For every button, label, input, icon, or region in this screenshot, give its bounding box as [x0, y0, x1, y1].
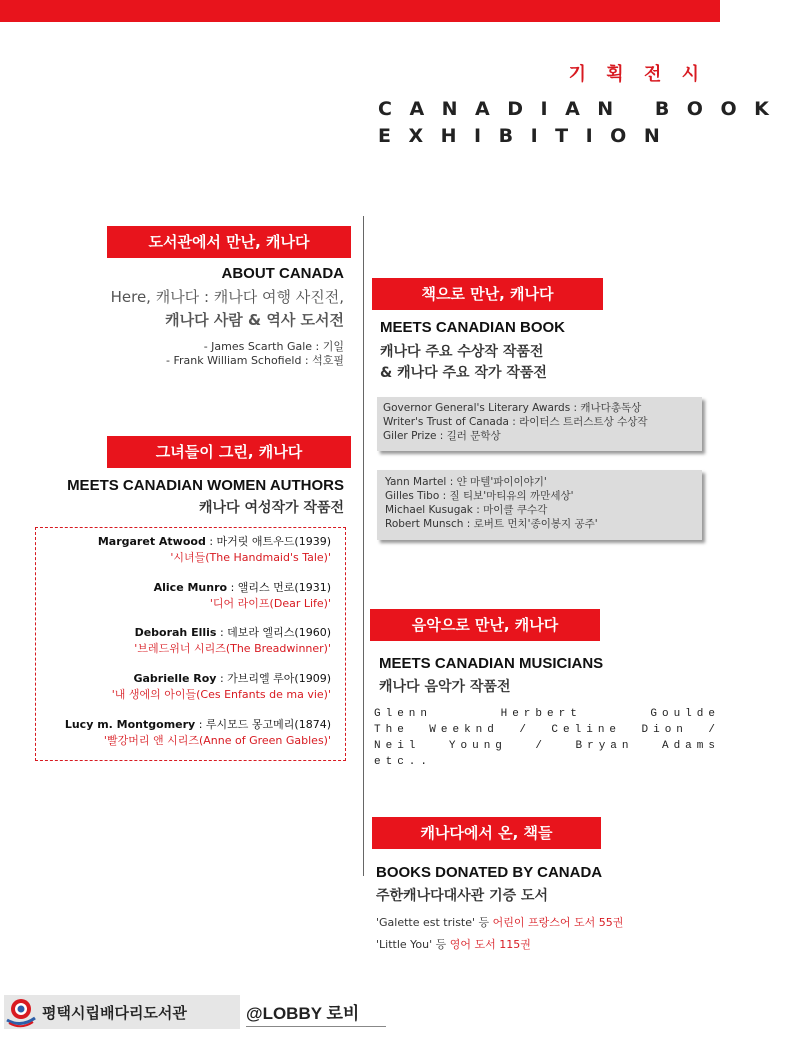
books-heading: MEETS CANADIAN BOOK — [380, 319, 566, 336]
section-label-about: 도서관에서 만난, 캐나다 — [107, 226, 351, 258]
author-korean: : 데보라 엘리스(1960) — [216, 626, 331, 639]
women-subheading: 캐나다 여성작가 작품전 — [199, 500, 344, 516]
donated-heading: BOOKS DONATED BY CANADA — [376, 864, 603, 881]
award-item: Governor General's Literary Awards : 캐나다총독상 — [383, 402, 642, 414]
donated-line-1 — [376, 914, 623, 930]
music-heading: MEETS CANADIAN MUSICIANS — [379, 655, 604, 672]
title-line-2: EXHIBITION — [378, 125, 678, 147]
about-line-1: Here, 캐나다 : 캐나다 여행 사진전, — [110, 288, 344, 306]
about-credit-2: - Frank William Schofield : 석호필 — [166, 354, 344, 367]
awards-box — [377, 397, 702, 451]
about-line-2: 캐나다 사람 & 역사 도서전 — [165, 311, 344, 329]
musician-line: Glenn Herbert Goulde — [374, 708, 720, 720]
donated-line-2-count: 영어 도서 115권 — [449, 938, 531, 951]
section-label-women: 그녀들이 그린, 캐나다 — [107, 436, 351, 468]
donated-line-1-count: 어린이 프랑스어 도서 55권 — [492, 916, 624, 929]
author-book: '브레드위너 시리즈(The Breadwinner)' — [134, 642, 331, 655]
library-emblem-icon — [4, 996, 38, 1028]
books-subheading-1: 캐나다 주요 수상작 작품전 — [380, 344, 544, 360]
donated-line-2 — [376, 936, 531, 952]
author-korean: : 마거릿 애트우드(1939) — [205, 535, 331, 548]
author-name: Alice Munro — [153, 581, 228, 594]
author-name: Lucy m. Montgomery — [64, 718, 196, 731]
library-name: 평택시립배다리도서관 — [42, 1003, 187, 1022]
author-book: '시녀들(The Handmaid's Tale)' — [170, 551, 331, 564]
author-korean: : 앨리스 먼로(1931) — [227, 581, 331, 594]
writer-item: Gilles Tibo : 질 티보'마티유의 까만세상' — [385, 490, 574, 502]
women-heading: MEETS CANADIAN WOMEN AUTHORS — [67, 477, 344, 494]
author-book: '디어 라이프(Dear Life)' — [209, 597, 331, 610]
author-korean: : 루시모드 몽고메리(1874) — [195, 718, 331, 731]
writer-item: Michael Kusugak : 마이클 쿠수각 — [385, 504, 548, 516]
donated-line-1-title: 'Galette est triste' 등 — [376, 916, 493, 929]
musician-line: Neil Young / Bryan Adams etc.. — [374, 740, 720, 768]
writer-item: Robert Munsch : 로버트 먼치'종이봉지 공주' — [385, 518, 598, 530]
footer-underline — [246, 1026, 386, 1027]
library-logo — [4, 995, 240, 1029]
column-divider — [363, 216, 364, 876]
books-subheading-2: & 캐나다 주요 작가 작품전 — [380, 365, 547, 381]
section-label-donated: 캐나다에서 온, 책들 — [372, 817, 601, 849]
author-entry — [154, 580, 331, 612]
women-authors-box — [35, 527, 346, 761]
author-name: Margaret Atwood — [97, 535, 206, 548]
author-name: Gabrielle Roy — [133, 672, 217, 685]
author-book: '빨강머리 앤 시리즈(Anne of Green Gables)' — [103, 734, 331, 747]
author-entry — [112, 671, 331, 703]
author-entry — [98, 534, 331, 566]
author-name: Deborah Ellis — [134, 626, 217, 639]
award-item: Giler Prize : 길러 문학상 — [383, 430, 501, 442]
section-label-music: 음악으로 만난, 캐나다 — [370, 609, 600, 641]
author-entry — [134, 625, 331, 657]
about-heading: ABOUT CANADA — [221, 265, 344, 282]
exhibition-title — [378, 96, 786, 150]
lobby-label: @LOBBY 로비 — [246, 1004, 360, 1023]
author-entry — [65, 717, 331, 749]
top-red-bar — [0, 0, 720, 22]
donated-line-2-title: 'Little You' 등 — [376, 938, 450, 951]
section-label-books: 책으로 만난, 캐나다 — [372, 278, 603, 310]
about-credit-1: - James Scarth Gale : 기일 — [203, 340, 344, 353]
author-book: '내 생에의 아이들(Ces Enfants de ma vie)' — [111, 688, 331, 701]
musician-line: The Weeknd / Celine Dion / — [374, 724, 720, 736]
music-subheading: 캐나다 음악가 작품전 — [379, 679, 511, 695]
musician-list — [374, 706, 720, 770]
exhibition-kicker: 기 획 전 시 — [568, 64, 706, 85]
writers-box — [377, 470, 702, 540]
donated-subheading: 주한캐나다대사관 기증 도서 — [376, 888, 549, 904]
author-korean: : 가브리엘 루아(1909) — [216, 672, 331, 685]
award-item: Writer's Trust of Canada : 라이터스 트러스트상 수상작 — [383, 416, 648, 428]
title-line-1: CANADIAN BOOK — [378, 98, 786, 120]
writer-item: Yann Martel : 얀 마텔'파이이야기' — [385, 476, 547, 488]
